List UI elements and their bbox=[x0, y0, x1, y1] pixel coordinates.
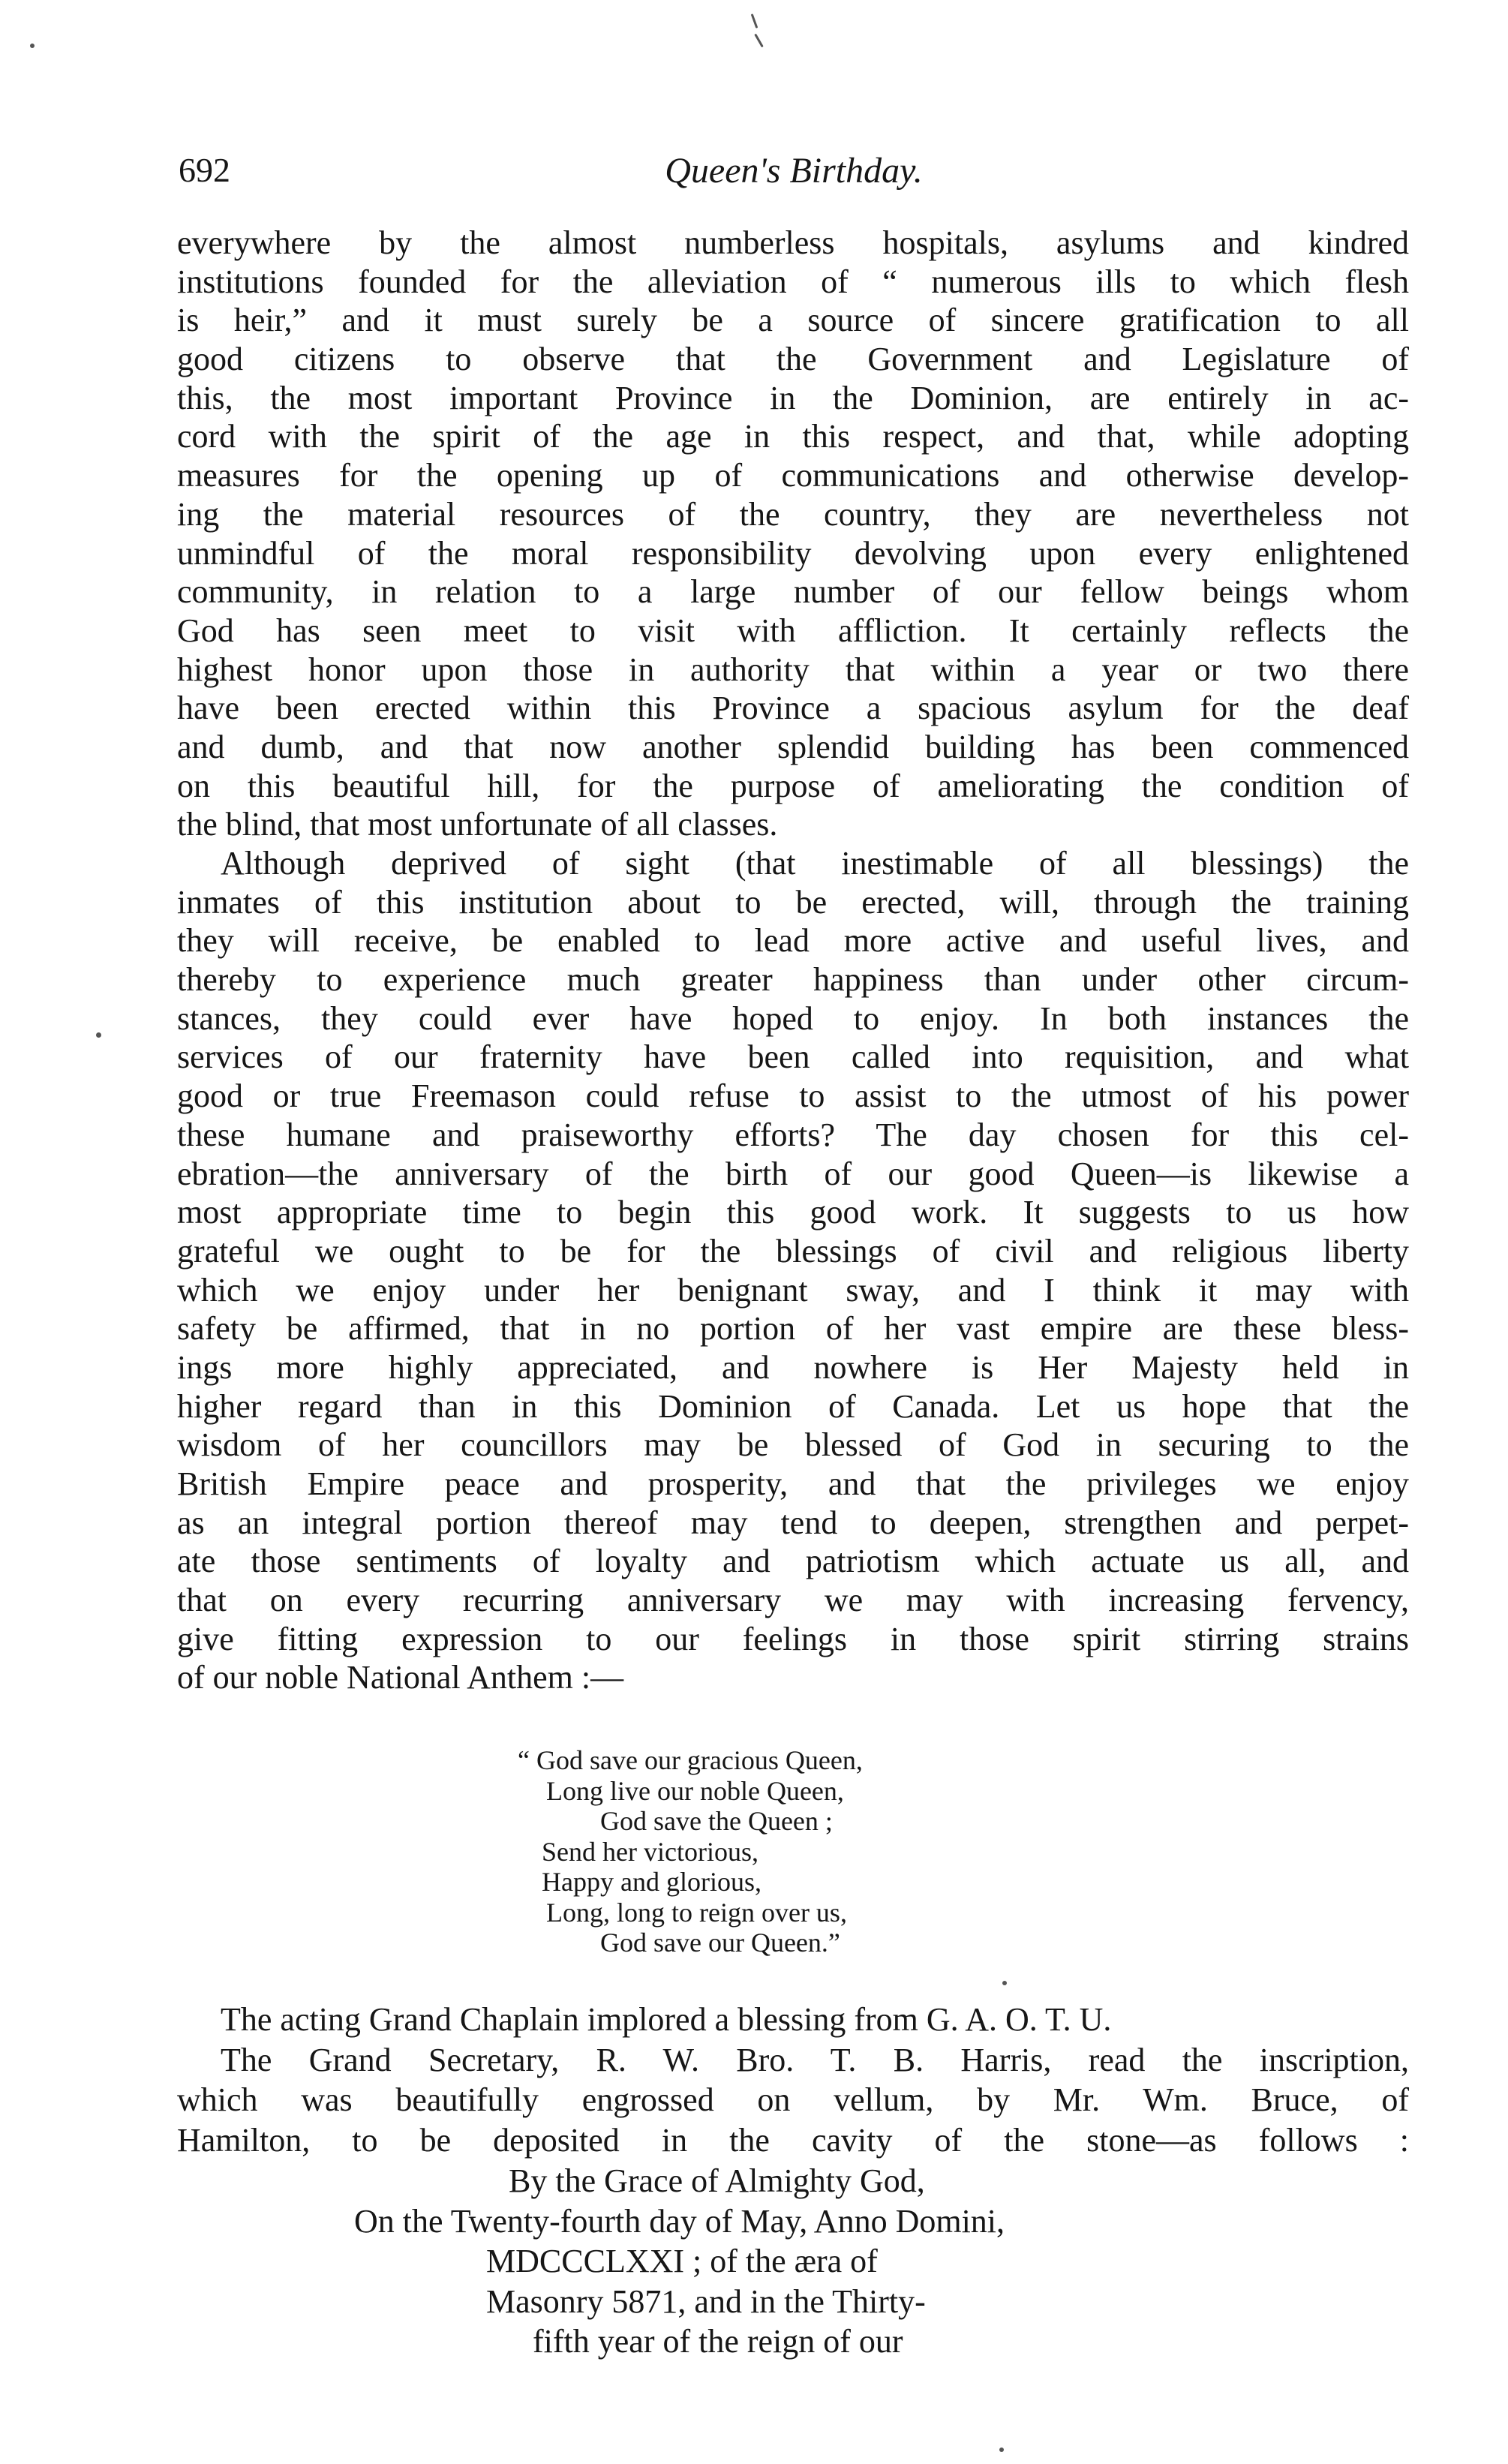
paragraph-start-line: The acting Grand Chaplain implored a blessing from G. A. O. T. U. bbox=[221, 2001, 1112, 2038]
text-line: inmates of this institution about to be erected, will, through the training bbox=[177, 883, 1409, 921]
verse-line: “ God save our gracious Queen, bbox=[518, 1745, 863, 1775]
inscription-text bbox=[177, 2161, 1409, 2362]
text-line: as an integral portion thereof may tend to deepen, strengthen and perpet- bbox=[177, 1504, 1409, 1541]
text-line: ebration—the anniversary of the birth of our good Queen—is likewise a bbox=[177, 1155, 1409, 1192]
inscription-line: MDCCCLXXI ; of the æra of bbox=[486, 2243, 878, 2280]
text-line: have been erected within this Province a spacious asylum for the deaf bbox=[177, 690, 1409, 727]
text-line: these humane and praiseworthy efforts? The day chosen for this cel- bbox=[177, 1116, 1409, 1153]
verse-line: Happy and glorious, bbox=[542, 1867, 762, 1897]
text-line: stances, they could ever have hoped to enjoy. In both instances the bbox=[177, 999, 1409, 1037]
verse-line: God save the Queen ; bbox=[600, 1806, 833, 1836]
text-line: wisdom of her councillors may be blessed of God in securing to the bbox=[177, 1426, 1409, 1464]
verse-line: Send her victorious, bbox=[542, 1836, 759, 1867]
text-line: they will receive, be enabled to lead more active and useful lives, and bbox=[177, 922, 1409, 960]
page-header bbox=[179, 150, 1409, 203]
text-line: measures for the opening up of communications and otherwise develop- bbox=[177, 457, 1409, 494]
text-line: on this beautiful hill, for the purpose of ameliorating the condition of bbox=[177, 767, 1409, 804]
text-line: that on every recurring anniversary we may with increasing fervency, bbox=[177, 1582, 1409, 1619]
text-line: higher regard than in this Dominion of Canada. Let us hope that the bbox=[177, 1387, 1409, 1425]
text-line: which we enjoy under her benignant sway, and I think it may with bbox=[177, 1271, 1409, 1309]
scan-speck bbox=[1002, 1981, 1007, 1985]
text-line: services of our fraternity have been called into requisition, and what bbox=[177, 1038, 1409, 1076]
scan-speck bbox=[30, 44, 35, 48]
scan-speck bbox=[754, 34, 764, 48]
text-line: Hamilton, to be deposited in the cavity of the stone—as follows : bbox=[177, 2122, 1409, 2159]
text-line: cord with the spirit of the age in this respect, and that, while adopting bbox=[177, 418, 1409, 455]
text-line: most appropriate time to begin this good work. It suggests to us how bbox=[177, 1194, 1409, 1231]
text-line: of our noble National Anthem :— bbox=[177, 1659, 624, 1696]
verse-line: Long live our noble Queen, bbox=[546, 1775, 844, 1806]
text-line: everywhere by the almost numberless hospitals, asylums and kindred bbox=[177, 224, 1409, 261]
text-line: grateful we ought to be for the blessings of civil and religious liberty bbox=[177, 1232, 1409, 1270]
inscription-line: Masonry 5871, and in the Thirty- bbox=[486, 2282, 926, 2320]
inscription-line: On the Twenty-fourth day of May, Anno Domini, bbox=[354, 2202, 1005, 2240]
text-line: is heir,” and it must surely be a source of sincere gratification to all bbox=[177, 302, 1409, 339]
verse-line: Long, long to reign over us, bbox=[546, 1897, 847, 1928]
text-line: highest honor upon those in authority that within a year or two there bbox=[177, 651, 1409, 688]
text-line: ings more highly appreciated, and nowhere is Her Majesty held in bbox=[177, 1348, 1409, 1386]
paragraph-start-line: Although deprived of sight (that inestimable of all blessings) the bbox=[221, 845, 1409, 882]
page-number: 692 bbox=[179, 151, 230, 189]
text-line: thereby to experience much greater happiness than under other circum- bbox=[177, 961, 1409, 999]
scan-speck bbox=[96, 1032, 101, 1038]
proceedings-text bbox=[177, 2000, 1409, 2161]
text-line: unmindful of the moral responsibility devolving upon every enlightened bbox=[177, 534, 1409, 572]
inscription-line: fifth year of the reign of our bbox=[533, 2323, 903, 2360]
text-line: this, the most important Province in the Dominion, are entirely in ac- bbox=[177, 379, 1409, 416]
text-line: British Empire peace and prosperity, and that the privileges we enjoy bbox=[177, 1465, 1409, 1502]
text-line: which was beautifully engrossed on vellum, by Mr. Wm. Bruce, of bbox=[177, 2081, 1409, 2119]
text-line: ing the material resources of the country, they are nevertheless not bbox=[177, 495, 1409, 533]
scan-speck bbox=[999, 2447, 1004, 2452]
scan-speck bbox=[751, 14, 759, 29]
text-line: institutions founded for the alleviation of “ numerous ills to which flesh bbox=[177, 263, 1409, 300]
text-line: give fitting expression to our feelings in those spirit stirring strains bbox=[177, 1620, 1409, 1657]
running-head: Queen's Birthday. bbox=[665, 151, 923, 191]
verse-line: God save our Queen.” bbox=[600, 1928, 840, 1958]
body-text bbox=[177, 224, 1409, 1697]
text-line: ate those sentiments of loyalty and patriotism which actuate us all, and bbox=[177, 1543, 1409, 1580]
text-line: community, in relation to a large number of our fellow beings whom bbox=[177, 573, 1409, 611]
anthem-verse bbox=[518, 1745, 1043, 1958]
text-line: safety be affirmed, that in no portion of her vast empire are these bless- bbox=[177, 1310, 1409, 1348]
inscription-line: By the Grace of Almighty God, bbox=[509, 2162, 925, 2199]
text-line: good or true Freemason could refuse to assist to the utmost of his power bbox=[177, 1077, 1409, 1115]
text-line: God has seen meet to visit with affliction. It certainly reflects the bbox=[177, 611, 1409, 649]
paragraph-start-line: The Grand Secretary, R. W. Bro. T. B. Harris, read the inscription, bbox=[221, 2041, 1409, 2078]
text-line: good citizens to observe that the Government and Legislature of bbox=[177, 341, 1409, 378]
text-line: the blind, that most unfortunate of all classes. bbox=[177, 806, 778, 843]
text-line: and dumb, and that now another splendid building has been commenced bbox=[177, 728, 1409, 765]
